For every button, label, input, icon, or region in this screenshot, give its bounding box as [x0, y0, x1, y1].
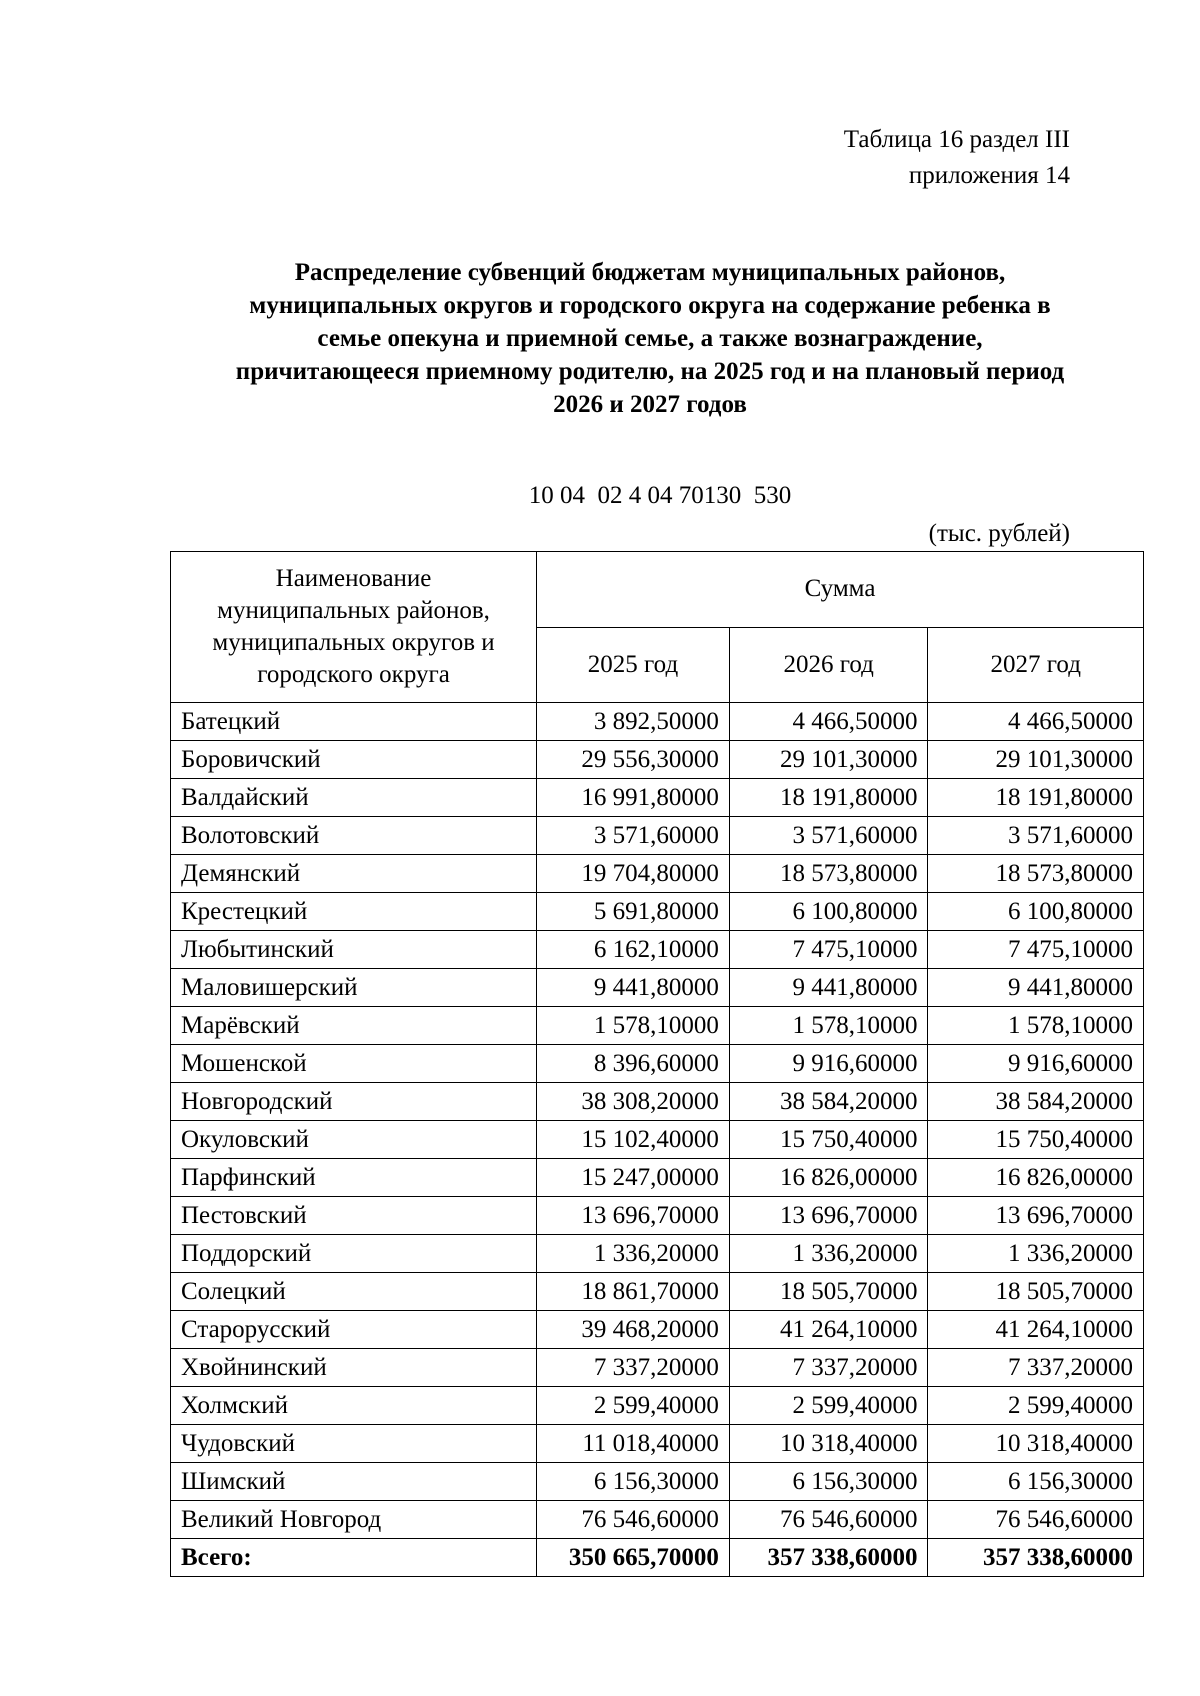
value-2027-cell: 38 584,20000	[928, 1083, 1144, 1121]
value-2026-cell: 6 156,30000	[729, 1463, 928, 1501]
value-2025-cell: 19 704,80000	[537, 855, 730, 893]
value-2026-cell: 357 338,60000	[729, 1539, 928, 1577]
value-2026-cell: 9 916,60000	[729, 1045, 928, 1083]
value-2026-cell: 13 696,70000	[729, 1197, 928, 1235]
value-2025-cell: 1 578,10000	[537, 1007, 730, 1045]
reference-line-2: приложения 14	[908, 162, 1070, 189]
table-row	[171, 1235, 1144, 1273]
budget-code: 10 04 02 4 04 70130 530	[528, 482, 792, 509]
value-2026-cell: 6 100,80000	[729, 893, 928, 931]
table-row	[171, 741, 1144, 779]
value-2026-cell: 76 546,60000	[729, 1501, 928, 1539]
row-name-cell: Окуловский	[171, 1121, 537, 1159]
value-2027-cell: 6 156,30000	[928, 1463, 1144, 1501]
row-name-cell: Новгородский	[171, 1083, 537, 1121]
table-row	[171, 1387, 1144, 1425]
value-2025-cell: 6 156,30000	[537, 1463, 730, 1501]
table-row	[171, 1501, 1144, 1539]
year-2026-header: 2026 год	[729, 627, 928, 703]
value-2027-cell: 18 505,70000	[928, 1273, 1144, 1311]
row-name-cell: Великий Новгород	[171, 1501, 537, 1539]
value-2027-cell: 1 336,20000	[928, 1235, 1144, 1273]
row-name-cell: Шимский	[171, 1463, 537, 1501]
value-2025-cell: 3 892,50000	[537, 703, 730, 741]
value-2025-cell: 9 441,80000	[537, 969, 730, 1007]
table-row	[171, 1007, 1144, 1045]
value-2027-cell: 41 264,10000	[928, 1311, 1144, 1349]
value-2026-cell: 7 337,20000	[729, 1349, 928, 1387]
table-row	[171, 1273, 1144, 1311]
year-2025-header: 2025 год	[537, 627, 730, 703]
value-2025-cell: 7 337,20000	[537, 1349, 730, 1387]
row-name-cell: Хвойнинский	[171, 1349, 537, 1387]
sum-header: Сумма	[537, 552, 1144, 628]
table-row	[171, 1463, 1144, 1501]
value-2027-cell: 76 546,60000	[928, 1501, 1144, 1539]
value-2025-cell: 16 991,80000	[537, 779, 730, 817]
title-line-4: причитающееся приемному родителю, на 2025 год и на плановый период	[235, 358, 1065, 385]
name-header-line-1: Наименование	[275, 565, 432, 592]
row-name-cell: Боровичский	[171, 741, 537, 779]
value-2026-cell: 2 599,40000	[729, 1387, 928, 1425]
value-2027-cell: 10 318,40000	[928, 1425, 1144, 1463]
row-name-cell: Демянский	[171, 855, 537, 893]
table-row	[171, 893, 1144, 931]
table-row	[171, 703, 1144, 741]
value-2027-cell: 29 101,30000	[928, 741, 1144, 779]
table-row	[171, 1197, 1144, 1235]
value-2025-cell: 29 556,30000	[537, 741, 730, 779]
table-row	[171, 1311, 1144, 1349]
title-line-2: муниципальных округов и городского округа на содержание ребенка в	[249, 292, 1051, 319]
value-2025-cell: 6 162,10000	[537, 931, 730, 969]
table-row	[171, 855, 1144, 893]
value-2025-cell: 76 546,60000	[537, 1501, 730, 1539]
subvention-table	[170, 551, 1144, 1577]
value-2026-cell: 10 318,40000	[729, 1425, 928, 1463]
value-2025-cell: 11 018,40000	[537, 1425, 730, 1463]
value-2026-cell: 1 578,10000	[729, 1007, 928, 1045]
document-title	[170, 256, 1130, 421]
row-name-cell: Солецкий	[171, 1273, 537, 1311]
value-2027-cell: 357 338,60000	[928, 1539, 1144, 1577]
row-name-cell: Валдайский	[171, 779, 537, 817]
value-2026-cell: 9 441,80000	[729, 969, 928, 1007]
value-2025-cell: 39 468,20000	[537, 1311, 730, 1349]
value-2026-cell: 4 466,50000	[729, 703, 928, 741]
table-row	[171, 1083, 1144, 1121]
value-2026-cell: 18 573,80000	[729, 855, 928, 893]
value-2027-cell: 16 826,00000	[928, 1159, 1144, 1197]
value-2025-cell: 3 571,60000	[537, 817, 730, 855]
total-row	[171, 1539, 1144, 1577]
value-2025-cell: 8 396,60000	[537, 1045, 730, 1083]
table-row	[171, 1121, 1144, 1159]
row-name-cell: Старорусский	[171, 1311, 537, 1349]
value-2025-cell: 13 696,70000	[537, 1197, 730, 1235]
value-2025-cell: 5 691,80000	[537, 893, 730, 931]
value-2027-cell: 9 441,80000	[928, 969, 1144, 1007]
value-2027-cell: 3 571,60000	[928, 817, 1144, 855]
table-row	[171, 931, 1144, 969]
value-2027-cell: 1 578,10000	[928, 1007, 1144, 1045]
value-2026-cell: 41 264,10000	[729, 1311, 928, 1349]
title-line-5: 2026 и 2027 годов	[553, 391, 747, 418]
row-name-cell: Парфинский	[171, 1159, 537, 1197]
value-2027-cell: 13 696,70000	[928, 1197, 1144, 1235]
table-row	[171, 1425, 1144, 1463]
row-name-cell: Любытинский	[171, 931, 537, 969]
units-label: (тыс. рублей)	[928, 520, 1070, 547]
table-row	[171, 1349, 1144, 1387]
table-body	[171, 703, 1144, 1577]
table-row	[171, 1159, 1144, 1197]
value-2027-cell: 7 475,10000	[928, 931, 1144, 969]
value-2025-cell: 15 247,00000	[537, 1159, 730, 1197]
row-name-cell: Всего:	[171, 1539, 537, 1577]
value-2026-cell: 38 584,20000	[729, 1083, 928, 1121]
row-name-cell: Чудовский	[171, 1425, 537, 1463]
table-row	[171, 969, 1144, 1007]
value-2027-cell: 18 573,80000	[928, 855, 1144, 893]
row-name-cell: Поддорский	[171, 1235, 537, 1273]
row-name-cell: Батецкий	[171, 703, 537, 741]
row-name-cell: Маловишерский	[171, 969, 537, 1007]
value-2027-cell: 2 599,40000	[928, 1387, 1144, 1425]
name-header-line-3: муниципальных округов и	[212, 629, 495, 656]
value-2026-cell: 18 191,80000	[729, 779, 928, 817]
year-2027-header: 2027 год	[928, 627, 1144, 703]
value-2027-cell: 15 750,40000	[928, 1121, 1144, 1159]
reference-line-1: Таблица 16 раздел III	[843, 126, 1070, 153]
name-column-header	[171, 552, 537, 703]
table-row	[171, 1045, 1144, 1083]
value-2025-cell: 18 861,70000	[537, 1273, 730, 1311]
row-name-cell: Холмский	[171, 1387, 537, 1425]
table-row	[171, 817, 1144, 855]
name-header-line-2: муниципальных районов,	[217, 597, 490, 624]
value-2026-cell: 29 101,30000	[729, 741, 928, 779]
value-2026-cell: 7 475,10000	[729, 931, 928, 969]
value-2025-cell: 1 336,20000	[537, 1235, 730, 1273]
value-2027-cell: 7 337,20000	[928, 1349, 1144, 1387]
value-2027-cell: 18 191,80000	[928, 779, 1144, 817]
value-2025-cell: 38 308,20000	[537, 1083, 730, 1121]
value-2025-cell: 15 102,40000	[537, 1121, 730, 1159]
value-2026-cell: 3 571,60000	[729, 817, 928, 855]
value-2025-cell: 2 599,40000	[537, 1387, 730, 1425]
table-reference	[844, 122, 1070, 194]
value-2027-cell: 6 100,80000	[928, 893, 1144, 931]
value-2027-cell: 4 466,50000	[928, 703, 1144, 741]
value-2025-cell: 350 665,70000	[537, 1539, 730, 1577]
value-2026-cell: 15 750,40000	[729, 1121, 928, 1159]
value-2026-cell: 1 336,20000	[729, 1235, 928, 1273]
row-name-cell: Крестецкий	[171, 893, 537, 931]
value-2026-cell: 16 826,00000	[729, 1159, 928, 1197]
title-line-1: Распределение субвенций бюджетам муниципальных районов,	[294, 259, 1006, 286]
name-header-line-4: городского округа	[257, 661, 450, 688]
row-name-cell: Мошенской	[171, 1045, 537, 1083]
row-name-cell: Марёвский	[171, 1007, 537, 1045]
value-2027-cell: 9 916,60000	[928, 1045, 1144, 1083]
value-2026-cell: 18 505,70000	[729, 1273, 928, 1311]
title-line-3: семье опекуна и приемной семье, а также вознаграждение,	[317, 325, 983, 352]
table-row	[171, 779, 1144, 817]
row-name-cell: Волотовский	[171, 817, 537, 855]
row-name-cell: Пестовский	[171, 1197, 537, 1235]
